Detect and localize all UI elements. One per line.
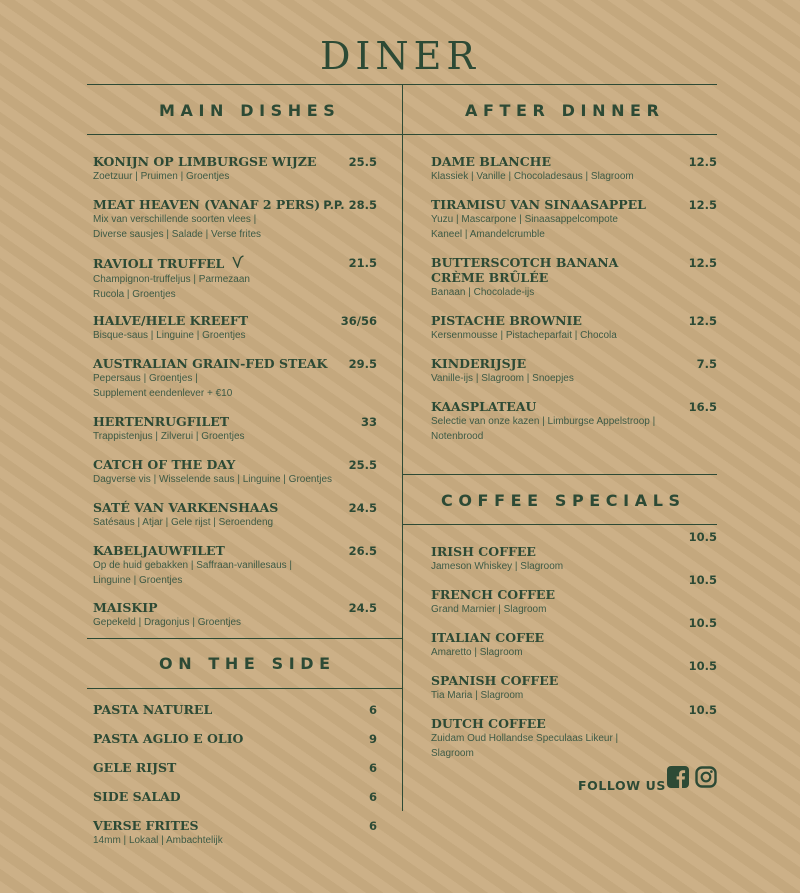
- menu-item-hertenrugfilet: [93, 414, 378, 445]
- section-title-main-dishes: MAIN DISHES: [159, 101, 341, 120]
- item-description: Klassiek | Vanille | Chocoladesaus | Slagroom: [431, 171, 634, 182]
- item-description: [431, 213, 686, 242]
- item-description: Grand Marnier | Slagroom: [431, 604, 547, 615]
- item-description: Satésaus | Atjar | Gele rijst | Seroendeng: [93, 517, 274, 528]
- side-top-divider: [87, 638, 402, 639]
- item-price: 36/56: [340, 314, 377, 328]
- item-price: 29.5: [348, 357, 377, 371]
- page-title: DINER: [319, 34, 481, 78]
- item-price: 6: [368, 819, 377, 833]
- item-price: 6: [368, 703, 377, 717]
- item-description-line: Kaneel | Amandelcrumble: [431, 228, 545, 240]
- dessert-item-tiramisu: [431, 197, 686, 242]
- item-name: MAISKIP: [93, 600, 158, 615]
- menu-item-steak: [93, 356, 378, 401]
- menu-item-kabeljauwfilet: [93, 543, 378, 588]
- coffee-top-divider: [402, 474, 717, 475]
- coffee-item-french: [431, 587, 686, 618]
- item-description: Amaretto | Slagroom: [431, 647, 523, 658]
- item-price: 10.5: [688, 616, 717, 630]
- item-name: HERTENRUGFILET: [93, 414, 230, 429]
- coffee-item-spanish: [431, 673, 686, 704]
- item-price: 24.5: [348, 501, 377, 515]
- item-description-line: Slagroom: [431, 747, 474, 759]
- section-title-after-dinner: AFTER DINNER: [465, 101, 665, 120]
- item-name: KONIJN OP LIMBURGSE WIJZE: [93, 154, 317, 169]
- dessert-item-kinderijsje: [431, 356, 686, 387]
- item-description: Banaan | Chocolade-ijs: [431, 287, 535, 298]
- item-description: Vanille-ijs | Slagroom | Snoepjes: [431, 373, 574, 384]
- item-name: VERSE FRITES: [93, 818, 199, 833]
- item-price: 12.5: [688, 155, 717, 169]
- item-description: [431, 732, 686, 761]
- item-description: Trappistenjus | Zilverui | Groentjes: [93, 431, 245, 442]
- side-bottom-divider: [87, 688, 402, 689]
- menu-item-kreeft: [93, 313, 378, 344]
- item-name: ITALIAN COFEE: [431, 630, 545, 645]
- menu-item-sate: [93, 500, 378, 531]
- item-name: IRISH COFFEE: [431, 544, 536, 559]
- item-description-line: Zuidam Oud Hollandse Speculaas Likeur |: [431, 733, 619, 744]
- item-description: Bisque-saus | Linguine | Groentjes: [93, 330, 246, 341]
- dessert-item-pistache-brownie: [431, 313, 686, 344]
- item-price: 26.5: [348, 544, 377, 558]
- item-price: 10.5: [688, 573, 717, 587]
- item-description: [93, 559, 378, 588]
- coffee-item-italian: [431, 630, 686, 661]
- item-description: Gepekeld | Dragonjus | Groentjes: [93, 617, 242, 628]
- item-description: Kersenmousse | Pistacheparfait | Chocola: [431, 330, 617, 341]
- item-price: 16.5: [688, 400, 717, 414]
- item-description-line: Selectie van onze kazen | Limburgse Appelstroop |: [431, 416, 656, 427]
- column-divider: [402, 84, 403, 811]
- item-price: 10.5: [688, 530, 717, 544]
- item-name-line-2: CRÈME BRÛLÉE: [431, 270, 549, 285]
- item-description-line: Champignon-truffeljus | Parmezaan: [93, 274, 250, 285]
- coffee-item-irish: [431, 544, 686, 575]
- item-price: 9: [368, 732, 377, 746]
- item-name: KABELJAUWFILET: [93, 543, 225, 558]
- item-price: 25.5: [348, 155, 377, 169]
- side-item-verse-frites: [93, 818, 223, 849]
- item-price: 21.5: [348, 256, 377, 270]
- item-name: KAASPLATEAU: [431, 399, 537, 414]
- item-name: MEAT HEAVEN (VANAF 2 PERS): [93, 197, 321, 212]
- item-name: BUTTERSCOTCH BANANA: [431, 255, 619, 270]
- side-item-pasta-naturel: [93, 702, 212, 717]
- item-description-line: Yuzu | Mascarpone | Sinaasappelcompote: [431, 214, 618, 225]
- item-description-line: Mix van verschillende soorten vlees |: [93, 214, 257, 225]
- side-item-side-salad: [93, 789, 181, 804]
- side-item-gele-rijst: [93, 760, 176, 775]
- item-description: [431, 415, 691, 444]
- item-name: HALVE/HELE KREEFT: [93, 313, 249, 328]
- dessert-item-kaasplateau: [431, 399, 691, 444]
- menu-item-catch-of-the-day: [93, 457, 378, 488]
- item-name: SPANISH COFFEE: [431, 673, 559, 688]
- item-description: Jameson Whiskey | Slagroom: [431, 561, 564, 572]
- follow-us-label: FOLLOW US: [578, 778, 666, 793]
- item-price: 25.5: [348, 458, 377, 472]
- item-description: 14mm | Lokaal | Ambachtelijk: [93, 835, 223, 846]
- instagram-icon[interactable]: [695, 766, 717, 788]
- item-price: 12.5: [688, 256, 717, 270]
- leaf-icon: [232, 255, 244, 272]
- item-name: FRENCH COFFEE: [431, 587, 555, 602]
- item-description-line: Rucola | Groentjes: [93, 288, 176, 300]
- item-name: KINDERIJSJE: [431, 356, 527, 371]
- item-price: 33: [360, 415, 377, 429]
- dessert-item-butterscotch: [431, 255, 686, 301]
- item-name: SIDE SALAD: [93, 789, 181, 804]
- item-description: Zoetzuur | Pruimen | Groentjes: [93, 171, 230, 182]
- item-name: RAVIOLI TRUFFEL: [93, 256, 225, 271]
- section-title-coffee-specials: COFFEE SPECIALS: [441, 491, 686, 510]
- coffee-item-dutch: [431, 716, 686, 761]
- item-description-line: Diverse sausjes | Salade | Verse frites: [93, 228, 262, 240]
- item-name: DUTCH COFFEE: [431, 716, 546, 731]
- section-title-on-the-side: ON THE SIDE: [159, 654, 336, 673]
- item-description-line: Notenbrood: [431, 430, 484, 442]
- item-name: CATCH OF THE DAY: [93, 457, 236, 472]
- dessert-item-dame-blanche: [431, 154, 686, 185]
- menu-item-maiskip: [93, 600, 378, 631]
- item-description: [93, 213, 378, 242]
- item-price: 10.5: [688, 659, 717, 673]
- item-name: DAME BLANCHE: [431, 154, 552, 169]
- item-name: SATÉ VAN VARKENSHAAS: [93, 500, 279, 515]
- item-price: 24.5: [348, 601, 377, 615]
- item-price: 10.5: [688, 703, 717, 717]
- item-price: 12.5: [688, 198, 717, 212]
- menu-item-konijn: [93, 154, 378, 185]
- item-description-line: Supplement eendenlever + €10: [93, 387, 233, 399]
- item-price: P.P. 28.5: [323, 198, 377, 212]
- item-name: PASTA AGLIO E OLIO: [93, 731, 244, 746]
- item-description: Dagverse vis | Wisselende saus | Linguine | Groentjes: [93, 474, 333, 485]
- menu-item-ravioli-truffel: [93, 255, 378, 302]
- item-price: 6: [368, 761, 377, 775]
- item-price: 7.5: [696, 357, 717, 371]
- coffee-bottom-divider: [402, 524, 717, 525]
- item-description: Tia Maria | Slagroom: [431, 690, 524, 701]
- side-item-pasta-aglio: [93, 731, 243, 746]
- item-description-line: Linguine | Groentjes: [93, 574, 183, 586]
- item-description-line: Pepersaus | Groentjes |: [93, 373, 198, 384]
- item-name: PISTACHE BROWNIE: [431, 313, 582, 328]
- item-name: TIRAMISU VAN SINAASAPPEL: [431, 197, 646, 212]
- item-name: PASTA NATUREL: [93, 702, 213, 717]
- item-price: 6: [368, 790, 377, 804]
- item-name: AUSTRALIAN GRAIN-FED STEAK: [93, 356, 328, 371]
- facebook-icon[interactable]: [667, 766, 689, 788]
- item-description: [93, 372, 378, 401]
- item-description: [93, 273, 378, 302]
- item-description-line: Op de huid gebakken | Saffraan-vanillesaus |: [93, 560, 293, 571]
- item-price: 12.5: [688, 314, 717, 328]
- item-name: GELE RIJST: [93, 760, 177, 775]
